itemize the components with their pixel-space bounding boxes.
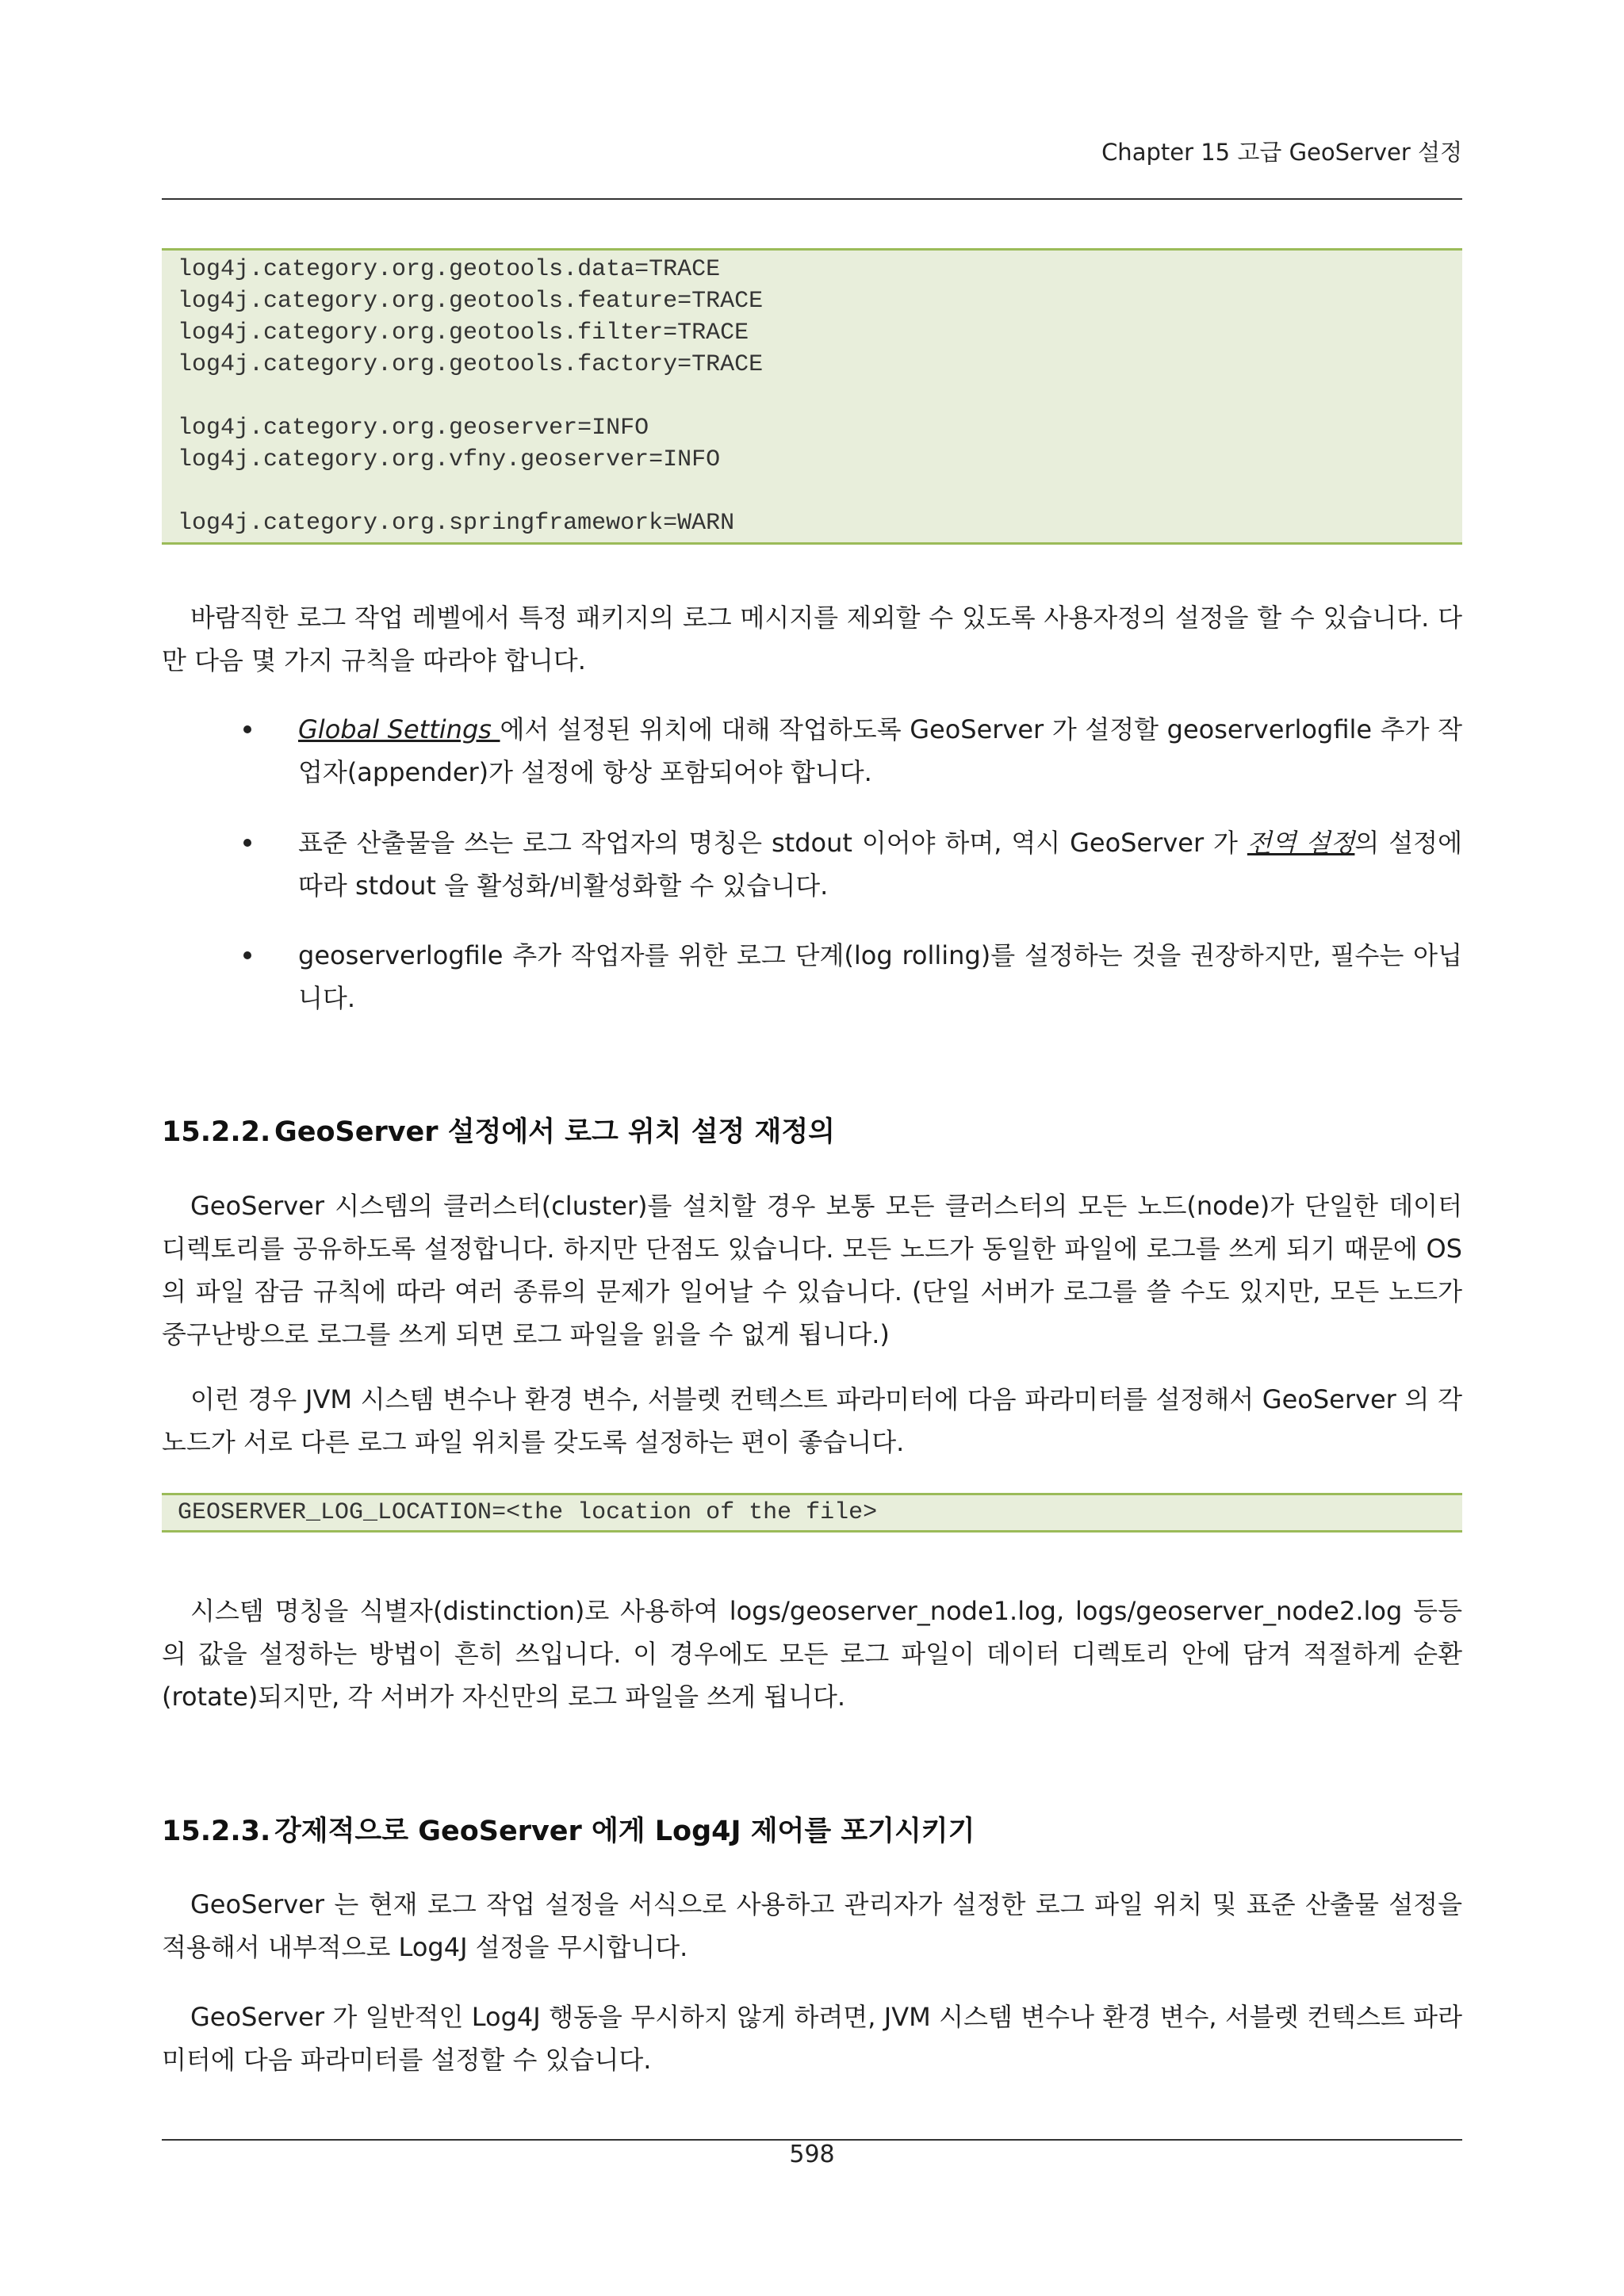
global-settings-link[interactable]: Global Settings — [298, 714, 500, 744]
section-2-paragraph-2: 이런 경우 JVM 시스템 변수나 환경 변수, 서블렛 컨텍스트 파라미터에 다음 파라미터를 설정해서 GeoServer 의 각 노드가 서로 다른 로그 파일 위치를 갖도록 설정하는 편이 좋습니다. — [162, 1384, 1462, 1457]
code-line: log4j.category.org.geoserver=INFO — [178, 415, 649, 442]
code-line: log4j.category.org.springframework=WARN — [178, 510, 735, 537]
code-line: log4j.category.org.geotools.filter=TRACE — [178, 320, 749, 346]
section-2-paragraph-1: GeoServer 시스템의 클러스터(cluster)를 설치할 경우 보통 모든 클러스터의 모든 노드(node)가 단일한 데이터 디렉토리를 공유하도록 설정합니다. 하지만 단점도 있습니다. 모든 노드가 동일한 파일에 로그를 쓰게 되기 때문에 OS 의 파일 잠금 규칙에 따라 여러 종류의 문제가 일어날 수 있습니다. (단일 서버가 로그를 쓸 수도 있지만, 모든 노드가 중구난방으로 로그를 쓰게 되면 로그 파일을 읽을 수 없게 됩니다.) — [162, 1191, 1462, 1349]
code-line: log4j.category.org.geotools.factory=TRACE — [178, 351, 764, 378]
code-line: GEOSERVER_LOG_LOCATION=<the location of the file> — [178, 1499, 878, 1526]
code-block-log-location — [162, 1493, 1462, 1533]
bullet-icon — [243, 951, 251, 959]
section-heading-15-2-3: 15.2.3. 강제적으로 GeoServer 에게 Log4J 제어를 포기시키기 — [162, 1816, 975, 1847]
section-heading-15-2-2: 15.2.2. GeoServer 설정에서 로그 위치 설정 재정의 — [162, 1116, 835, 1148]
section-3-paragraph-1: GeoServer 는 현재 로그 작업 설정을 서식으로 사용하고 관리자가 설정한 로그 파일 위치 및 표준 산출물 설정을 적용해서 내부적으로 Log4J 설정을 무시합니다. — [162, 1889, 1462, 1962]
section-2-paragraph-3: 시스템 명칭을 식별자(distinction)로 사용하여 logs/geoserver_node1.log, logs/geoserver_node2.log 등등의 값을 설정하는 방법이 흔히 쓰입니다. 이 경우에도 모든 로그 파일이 데이터 디렉토리 안에 담겨 적절하게 순환(rotate)되지만, 각 서버가 자신만의 로그 파일을 쓰게 됩니다. — [162, 1596, 1462, 1712]
code-line: log4j.category.org.vfny.geoserver=INFO — [178, 446, 721, 473]
global-settings-link-ko[interactable]: 전역 설정 — [1247, 828, 1355, 858]
bullet-icon — [243, 725, 251, 733]
header-rule — [162, 198, 1462, 200]
code-block-log4j — [162, 248, 1462, 545]
intro-paragraph: 바람직한 로그 작업 레벨에서 특정 패키지의 로그 메시지를 제외할 수 있도록 사용자정의 설정을 할 수 있습니다. 다만 다음 몇 가지 규칙을 따라야 합니다. — [162, 603, 1462, 675]
page-number: 598 — [789, 2141, 835, 2168]
document-page: Chapter 15 고급 GeoServer 설정 log4j.category.org.geotools.data=TRACE log4j.category.org.geotools.feature=TRACE log4j.category.org.geotools.filter=TRACE log4j.category.org.geotools.factory=TRACE log4j.category.org.geoserver=INFO log4j.category.org.vfny.geoserver=INFO log4j.category.org.springframework=WARN 바람직한 로그 작업 레벨에서 특정 패키지의 로그 메시지를 제외할 수 있도록 사용자정의 설정을 할 수 있습니다. 다만 다음 몇 가지 규칙을 따라야 합니다. Global Settings 에서 설정된 위치에 대해 작업하도록 GeoServer 가 설정할 geoserverlogfile 추가 작업자(appender)가 설정에 항상 포함되어야 합니다. 표준 산출물을 쓰는 로그 작업자의 명칭은 stdout 이어야 하며, 역시 GeoServer 가 전역 설정의 설정에 따라 stdout 을 활성화/비활성화할 수 있습니다. geoserverlogfile 추가 작업자를 위한 로그 단계(log rolling)를 설정하는 것을 권장하지만, 필수는 아닙니다. 15.2.2. GeoServer 설정에서 로그 위치 설정 재정의 GeoServer 시스템의 클러스터(cluster)를 설치할 경우 보통 모든 클러스터의 모든 노드(node)가 단일한 데이터 디렉토리를 공유하도록 설정합니다. 하지만 단점도 있습니다. 모든 노드가 동일한 파일에 로그를 쓰게 되기 때문에 OS 의 파일 잠금 규칙에 따라 여러 종류의 문제가 일어날 수 있습니다. (단일 서버가 로그를 쓸 수도 있지만, 모든 노드가 중구난방으로 로그를 쓰게 되면 로그 파일을 읽을 수 없게 됩니다.) 이런 경우 JVM 시스템 변수나 환경 변수, 서블렛 컨텍스트 파라미터에 다음 파라미터를 설정해서 GeoServer 의 각 노드가 서로 다른 로그 파일 위치를 갖도록 설정하는 편이 좋습니다. GEOSERVER_LOG_LOCATION=<the location of the file> 시스템 명칭을 식별자(distinction)로 사용하여 logs/geoserver_node1.log, logs/geoserver_node2.log 등등의 값을 설정하는 방법이 흔히 쓰입니다. 이 경우에도 모든 로그 파일이 데이터 디렉토리 안에 담겨 적절하게 순환(rotate)되지만, 각 서버가 자신만의 로그 파일을 쓰게 됩니다. 15.2.3. 강제적으로 GeoServer 에게 Log4J 제어를 포기시키기 GeoServer 는 현재 로그 작업 설정을 서식으로 사용하고 관리자가 설정한 로그 파일 위치 및 표준 산출물 설정을 적용해서 내부적으로 Log4J 설정을 무시합니다. GeoServer 가 일반적인 Log4J 행동을 무시하지 않게 하려면, JVM 시스템 변수나 환경 변수, 서블렛 컨텍스트 파라미터에 다음 파라미터를 설정할 수 있습니다. 598 — [0, 0, 1624, 2296]
running-header: Chapter 15 고급 GeoServer 설정 — [1101, 139, 1462, 166]
section-3-paragraph-2: GeoServer 가 일반적인 Log4J 행동을 무시하지 않게 하려면, JVM 시스템 변수나 환경 변수, 서블렛 컨텍스트 파라미터에 다음 파라미터를 설정할 수 있습니다. — [162, 2002, 1462, 2075]
code-blank-line — [178, 381, 1446, 412]
bullet-icon — [243, 839, 251, 847]
code-blank-line — [178, 476, 1446, 507]
code-line: log4j.category.org.geotools.feature=TRACE — [178, 288, 764, 315]
code-line: log4j.category.org.geotools.data=TRACE — [178, 256, 721, 283]
